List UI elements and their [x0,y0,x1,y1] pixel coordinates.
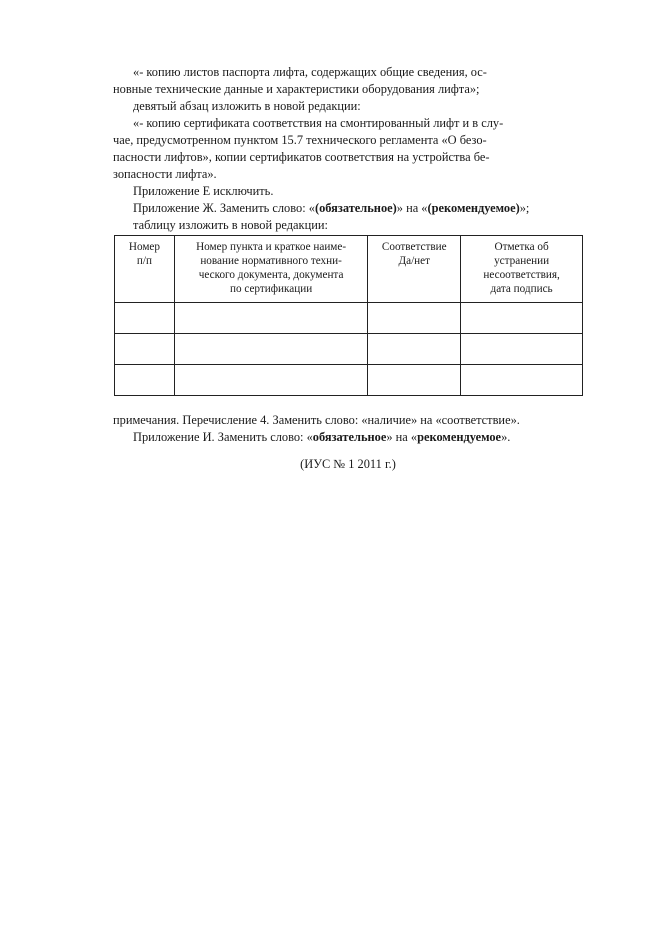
header-line: ческого документа, документа [198,269,344,281]
header-line: нование нормативного техни- [200,255,342,267]
paragraph: примечания. Перечисление 4. Заменить слово: «наличие» на «соответствие». [113,413,520,427]
table-row [115,334,583,365]
paragraph: девятый абзац изложить в новой редакции: [133,99,361,113]
table-header-row [115,236,583,303]
header-line: Соответствие [381,241,447,253]
header-line: Отметка об [494,241,549,253]
table-cell [461,365,583,396]
table-cell [368,303,461,334]
header-cell [115,236,175,303]
paragraph: «- копию сертификата соответствия на смонтированный лифт и в слу- [133,116,504,130]
text: Приложение Ж. Заменить слово: « [133,201,315,215]
header-line: несоответствия, [483,269,560,281]
bold-term: (рекомендуемое) [427,201,520,215]
paragraph: чае, предусмотренном пунктом 15.7 технического регламента «О безо- [113,133,487,147]
table-cell [174,303,367,334]
table-row [115,365,583,396]
text: » на « [386,430,418,444]
text: Приложение И. Заменить слово: « [133,430,313,444]
source-reference: (ИУС № 1 2011 г.) [300,457,396,471]
table-cell [461,303,583,334]
paragraph [113,429,583,446]
header-line: устранении [494,255,550,267]
header-line: дата подпись [490,283,553,295]
table-cell [115,303,175,334]
header-line: Номер пункта и краткое наиме- [196,241,347,253]
bold-term: (обязательное) [314,201,397,215]
header-line: Номер [128,241,160,253]
table-cell [174,334,367,365]
text: » на « [396,201,428,215]
document-tail [113,412,583,473]
header-line: Да/нет [398,255,431,267]
paragraph: пасности лифтов», копии сертификатов соответствия на устройства бе- [113,150,490,164]
header-line: п/п [136,255,152,267]
paragraph: «- копию листов паспорта лифта, содержащих общие сведения, ос- [133,65,487,79]
text: »; [519,201,530,215]
table-cell [368,365,461,396]
table-row [115,303,583,334]
table-cell [115,365,175,396]
bold-term: рекомендуемое [417,430,502,444]
paragraph: таблицу изложить в новой редакции: [133,218,328,232]
paragraph: Приложение Е исключить. [133,184,274,198]
table-cell [174,365,367,396]
paragraph: новные технические данные и характеристики оборудования лифта»; [113,82,480,96]
header-line: по сертификации [229,283,313,295]
header-cell [461,236,583,303]
table-cell [115,334,175,365]
header-cell [368,236,461,303]
form-table [114,235,583,396]
table-cell [461,334,583,365]
paragraph: зопасности лифта». [113,167,217,181]
document-body [113,64,583,234]
paragraph [113,200,583,217]
table-cell [368,334,461,365]
text: ». [501,430,511,444]
bold-term: обязательное [312,430,387,444]
header-cell [174,236,367,303]
